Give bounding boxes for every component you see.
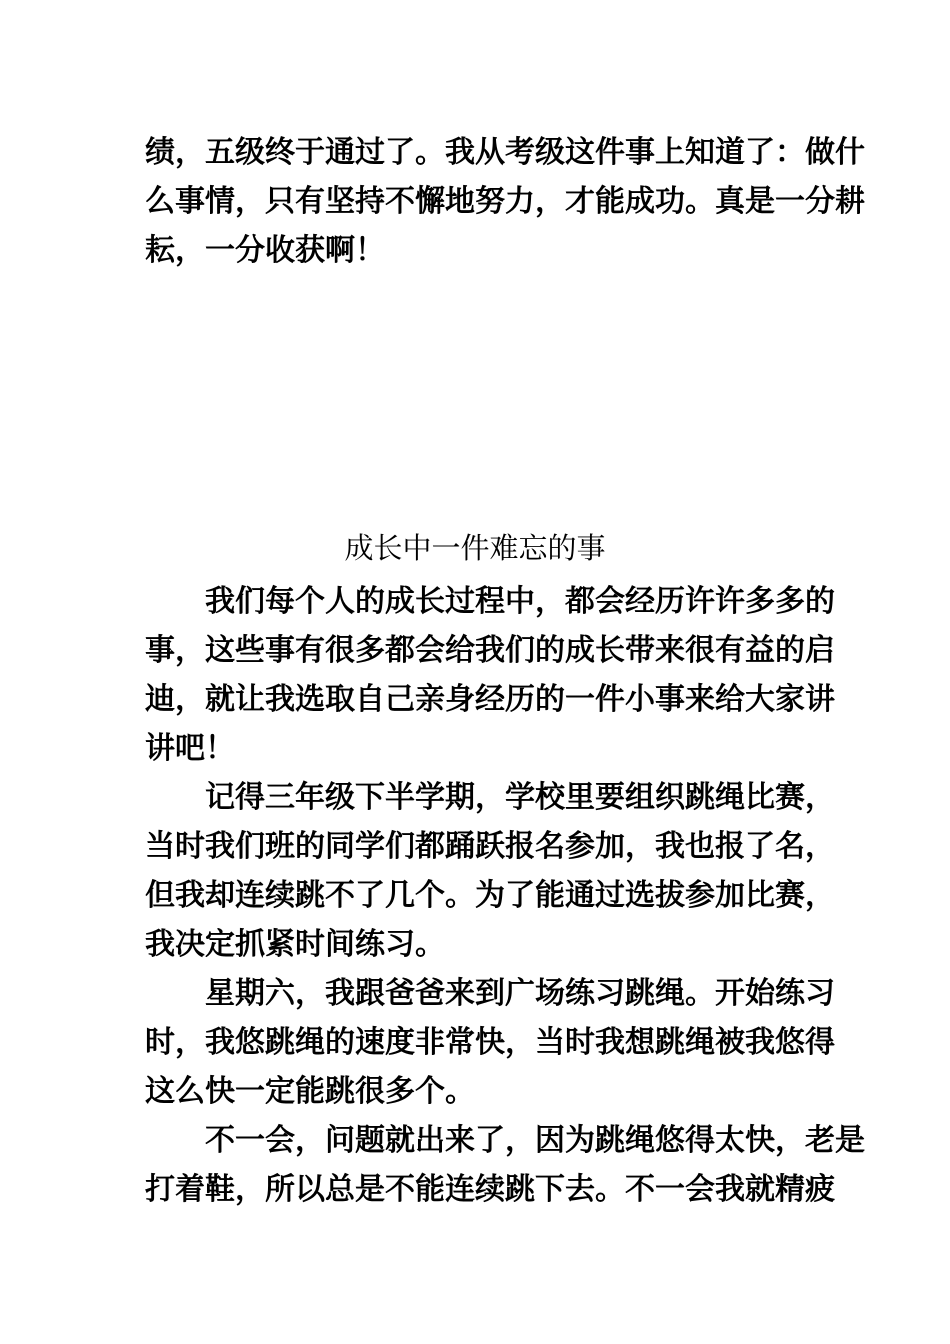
previous-essay-ending [145, 128, 865, 275]
essay-body [145, 577, 865, 1214]
essay-title: 成长中一件难忘的事 [344, 531, 606, 565]
paragraph-3-line: 时，我悠跳绳的速度非常快，当时我想跳绳被我悠得 [145, 1025, 835, 1060]
paragraph-1-line: 迪，就让我选取自己亲身经历的一件小事来给大家讲 [145, 682, 835, 717]
text-line: 绩，五级终于通过了。我从考级这件事上知道了：做什 [145, 135, 865, 170]
text-line: 么事情，只有坚持不懈地努力，才能成功。真是一分耕 [145, 184, 865, 219]
paragraph-2-line: 但我却连续跳不了几个。为了能通过选拔参加比赛， [145, 878, 835, 913]
paragraph-3-line: 这么快一定能跳很多个。 [145, 1074, 475, 1109]
text-line: 耘，一分收获啊！ [145, 233, 385, 268]
paragraph-2-line: 我决定抓紧时间练习。 [145, 927, 445, 962]
paragraph-2-line: 当时我们班的同学们都踊跃报名参加，我也报了名， [145, 829, 835, 864]
paragraph-3-line: 星期六，我跟爸爸来到广场练习跳绳。开始练习 [205, 976, 835, 1011]
paragraph-4-line: 打着鞋，所以总是不能连续跳下去。不一会我就精疲 [145, 1172, 835, 1207]
paragraph-4-line: 不一会，问题就出来了，因为跳绳悠得太快，老是 [205, 1123, 865, 1158]
paragraph-1-line: 我们每个人的成长过程中，都会经历许许多多的 [205, 584, 835, 619]
paragraph-1-line: 事，这些事有很多都会给我们的成长带来很有益的启 [145, 633, 835, 668]
paragraph-2-line: 记得三年级下半学期，学校里要组织跳绳比赛， [205, 780, 835, 815]
paragraph-1-line: 讲吧！ [145, 731, 235, 766]
